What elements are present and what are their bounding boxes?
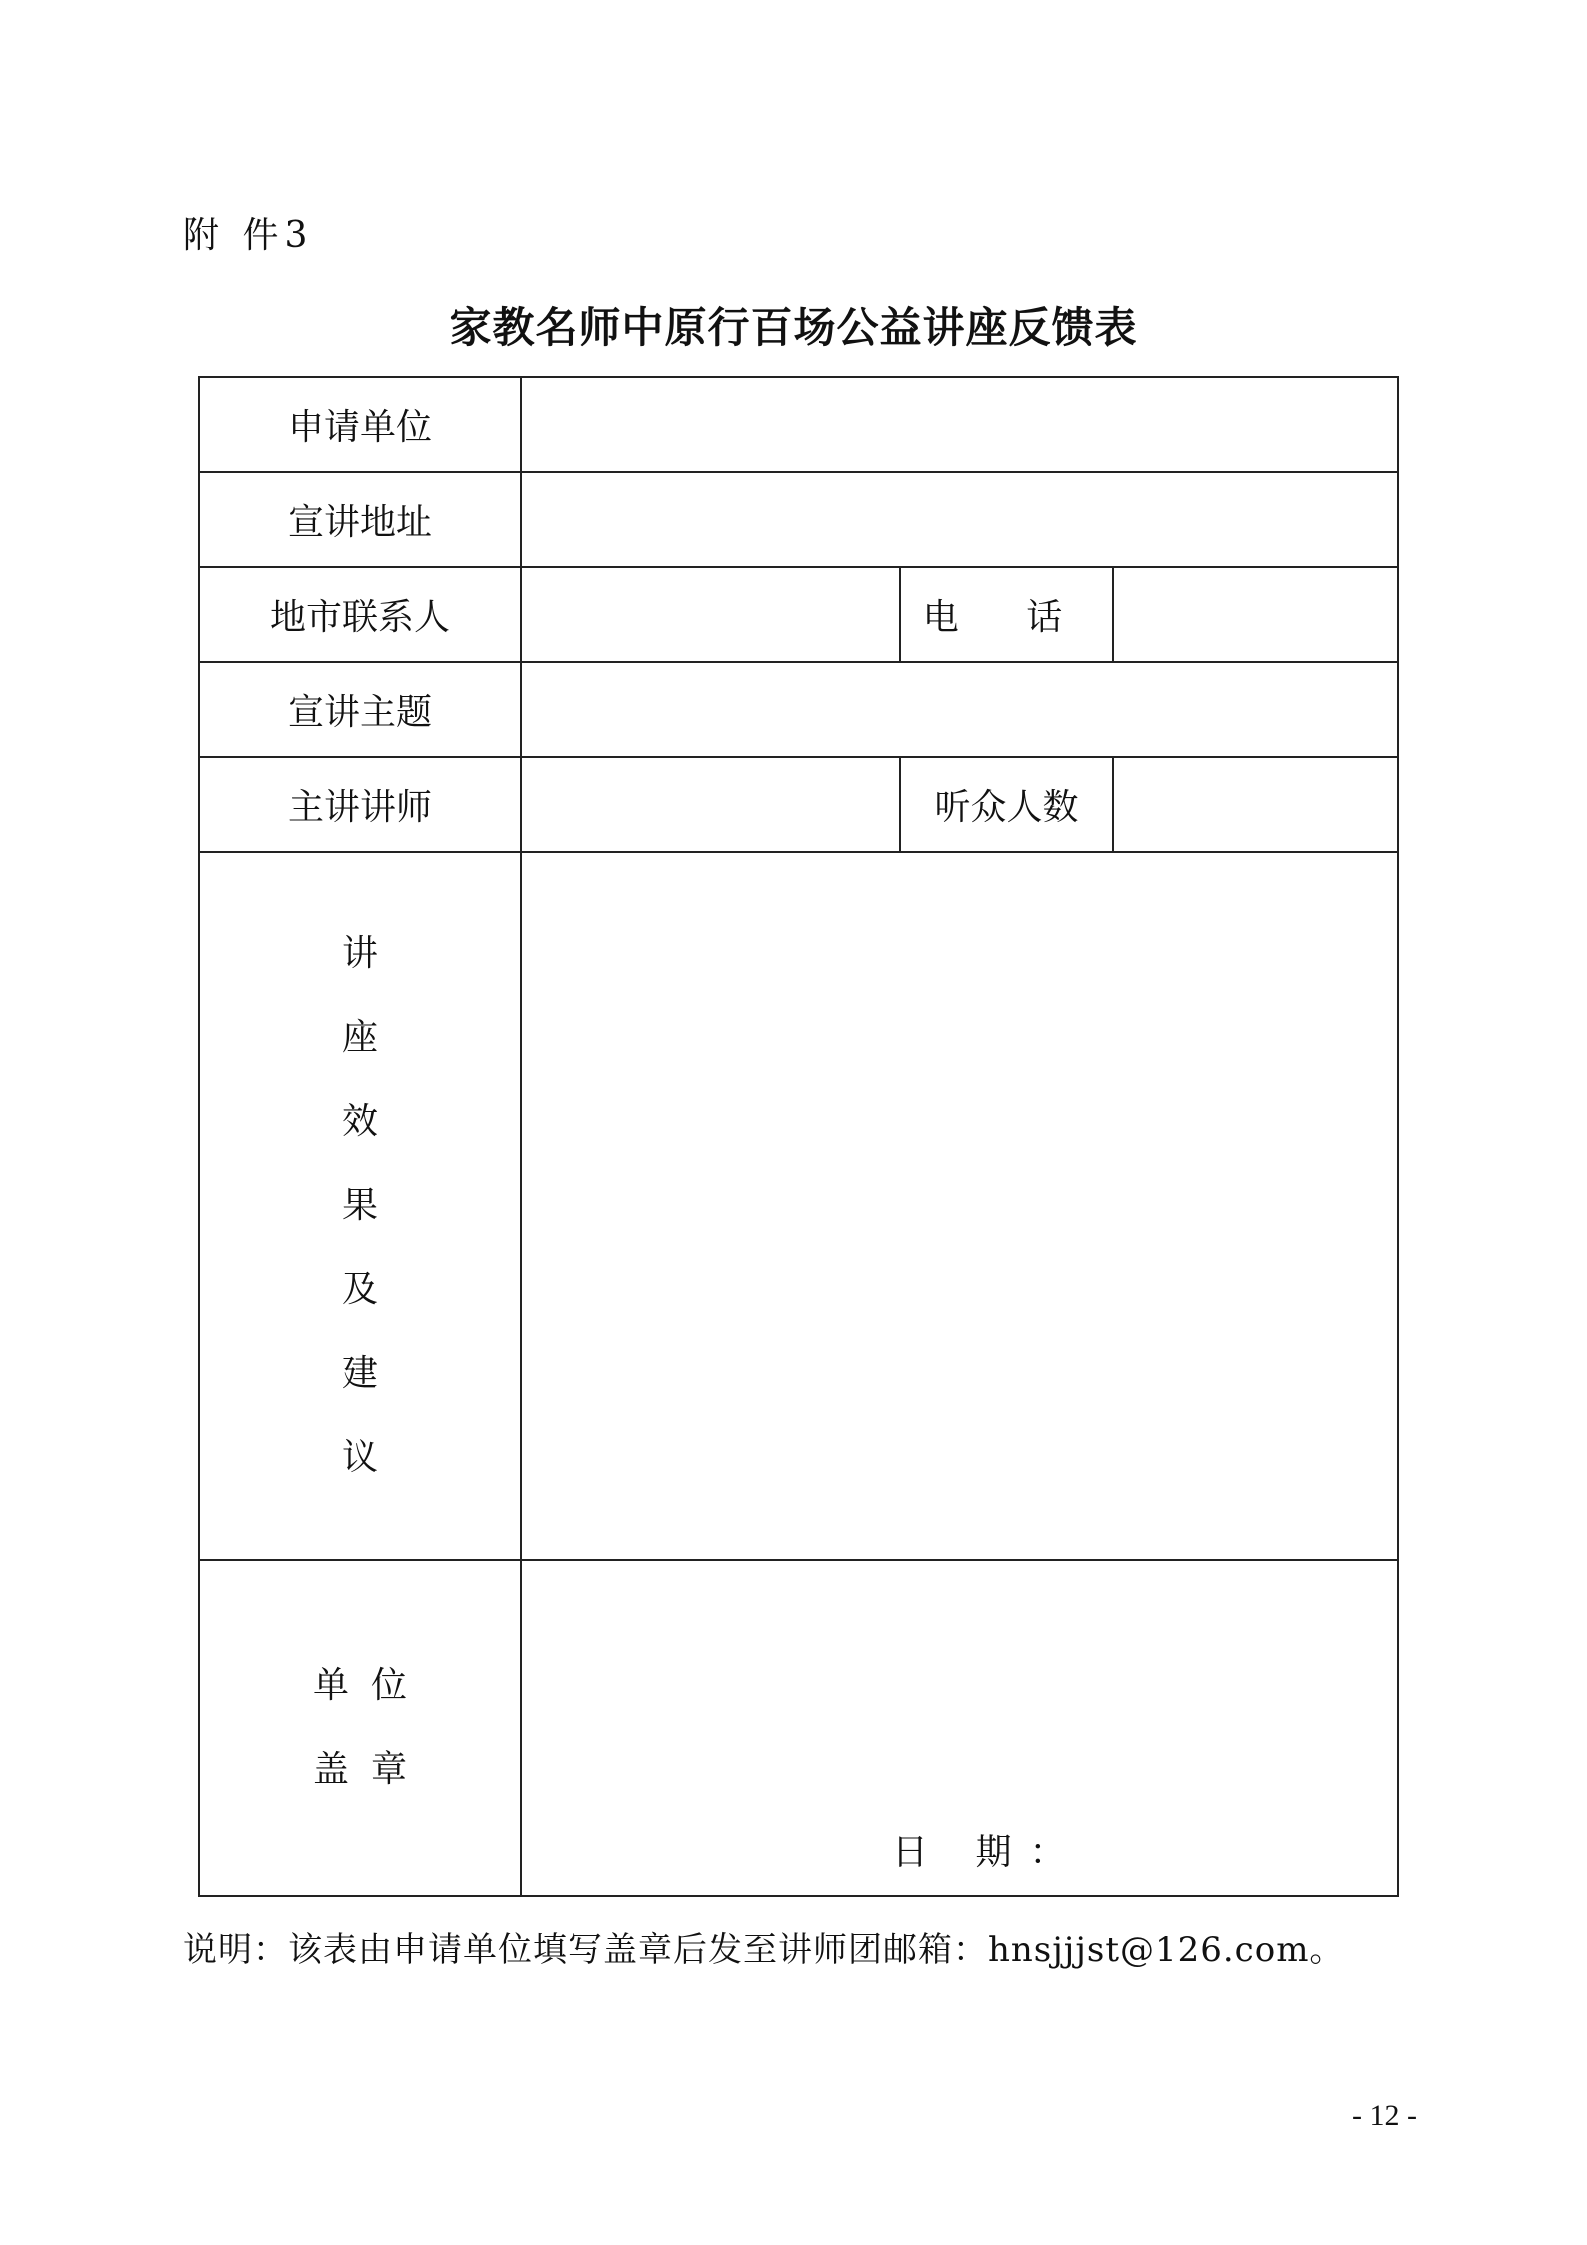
unit-stamp-label-cell bbox=[199, 1560, 521, 1896]
row-applicant-unit bbox=[199, 377, 1398, 472]
city-contact-label: 地市联系人 bbox=[199, 567, 521, 662]
lecture-effect-char: 讲 bbox=[341, 933, 378, 974]
lecture-topic-label: 宣讲主题 bbox=[199, 662, 521, 757]
lecture-address-field[interactable] bbox=[521, 472, 1398, 567]
row-lecture-effect bbox=[199, 852, 1398, 1560]
lecture-effect-char: 议 bbox=[341, 1437, 378, 1478]
lecture-effect-char: 座 bbox=[341, 1017, 378, 1058]
row-city-contact bbox=[199, 567, 1398, 662]
feedback-form-table bbox=[198, 376, 1399, 1897]
lecture-effect-char: 及 bbox=[341, 1269, 378, 1310]
lecturer-field[interactable] bbox=[521, 757, 900, 852]
attachment-label: 附 件3 bbox=[183, 215, 314, 256]
lecturer-label: 主讲讲师 bbox=[199, 757, 521, 852]
lecture-effect-char: 效 bbox=[341, 1101, 378, 1142]
unit-stamp-label bbox=[291, 1644, 429, 1812]
lecture-effect-field[interactable] bbox=[521, 852, 1398, 1560]
form-title: 家教名师中原行百场公益讲座反馈表 bbox=[449, 303, 1138, 352]
lecture-effect-label bbox=[342, 912, 378, 1500]
lecture-effect-char: 建 bbox=[341, 1353, 378, 1394]
phone-label: 电 话 bbox=[900, 567, 1113, 662]
row-lecturer bbox=[199, 757, 1398, 852]
row-unit-stamp bbox=[199, 1560, 1398, 1896]
instruction-note: 说明：该表由申请单位填写盖章后发至讲师团邮箱：hnsjjjst@126.com。 bbox=[183, 1930, 1345, 1970]
applicant-unit-label: 申请单位 bbox=[199, 377, 521, 472]
lecture-address-label: 宣讲地址 bbox=[199, 472, 521, 567]
lecture-topic-field[interactable] bbox=[521, 662, 1398, 757]
unit-stamp-line: 盖章 bbox=[312, 1749, 429, 1790]
audience-count-label: 听众人数 bbox=[900, 757, 1113, 852]
page-number: - 12 - bbox=[1352, 2099, 1417, 2132]
audience-count-field[interactable] bbox=[1113, 757, 1398, 852]
phone-field[interactable] bbox=[1113, 567, 1398, 662]
lecture-effect-char: 果 bbox=[341, 1185, 378, 1226]
row-lecture-address bbox=[199, 472, 1398, 567]
lecture-effect-label-cell bbox=[199, 852, 521, 1560]
unit-stamp-field[interactable] bbox=[521, 1560, 1398, 1896]
row-lecture-topic bbox=[199, 662, 1398, 757]
unit-stamp-line: 单位 bbox=[312, 1665, 429, 1706]
date-label: 日 期： bbox=[892, 1832, 1084, 1873]
applicant-unit-field[interactable] bbox=[521, 377, 1398, 472]
city-contact-field[interactable] bbox=[521, 567, 900, 662]
